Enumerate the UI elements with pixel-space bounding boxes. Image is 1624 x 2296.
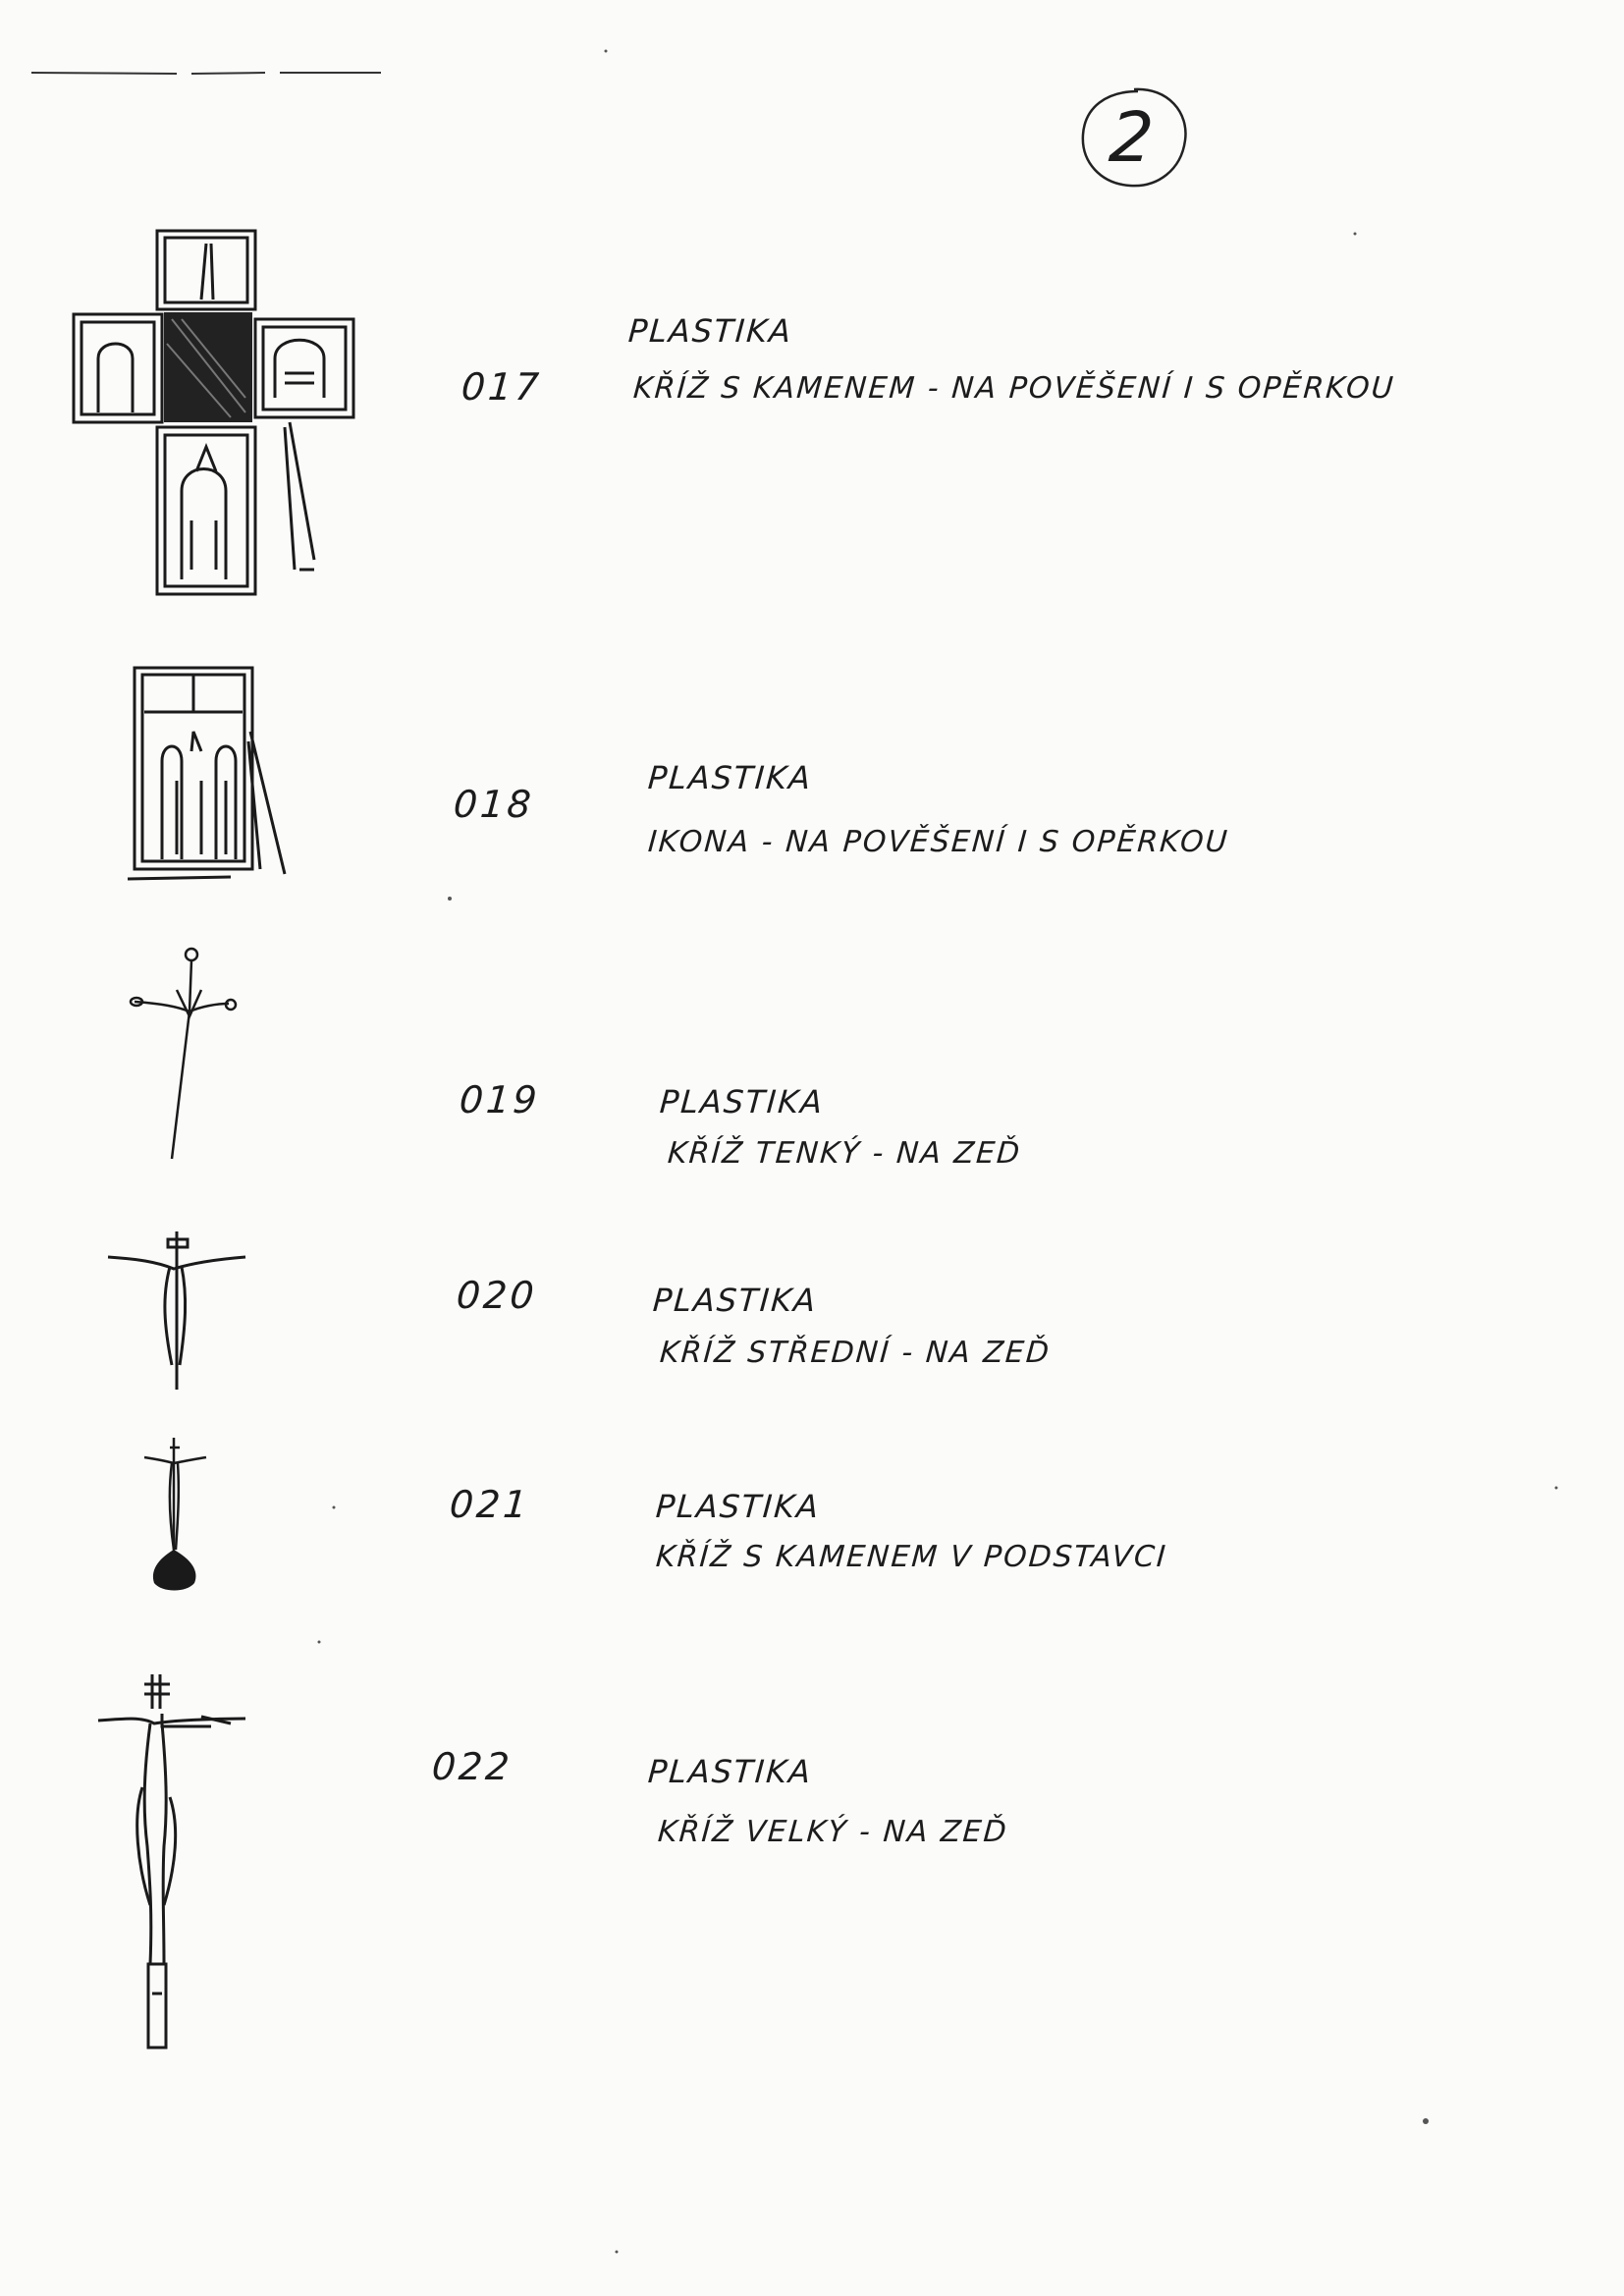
item-category: PLASTIKA [651,1282,819,1319]
item-category: PLASTIKA [626,312,794,350]
item-description: KŘÍŽ S KAMENEM V PODSTAVCI [654,1540,1168,1574]
item-category: PLASTIKA [658,1083,826,1121]
item-description: IKONA - NA POVĚŠENÍ I S OPĚRKOU [646,825,1230,859]
item-category: PLASTIKA [654,1488,822,1525]
item-number: 021 [448,1483,532,1526]
item-number: 019 [458,1078,542,1121]
item-description: KŘÍŽ VELKÝ - NA ZEĎ [656,1815,1009,1849]
item-number: 017 [460,365,544,409]
item-number: 020 [455,1274,539,1317]
item-description: KŘÍŽ STŘEDNÍ - NA ZEĎ [658,1336,1053,1370]
item-number: 022 [430,1745,514,1788]
page-number: 2 [1107,97,1157,178]
item-number: 018 [452,783,536,826]
item-category: PLASTIKA [646,759,814,796]
item-category: PLASTIKA [646,1753,814,1790]
item-description: KŘÍŽ TENKÝ - NA ZEĎ [666,1136,1023,1171]
item-description: KŘÍŽ S KAMENEM - NA POVĚŠENÍ I S OPĚRKOU [631,371,1396,406]
